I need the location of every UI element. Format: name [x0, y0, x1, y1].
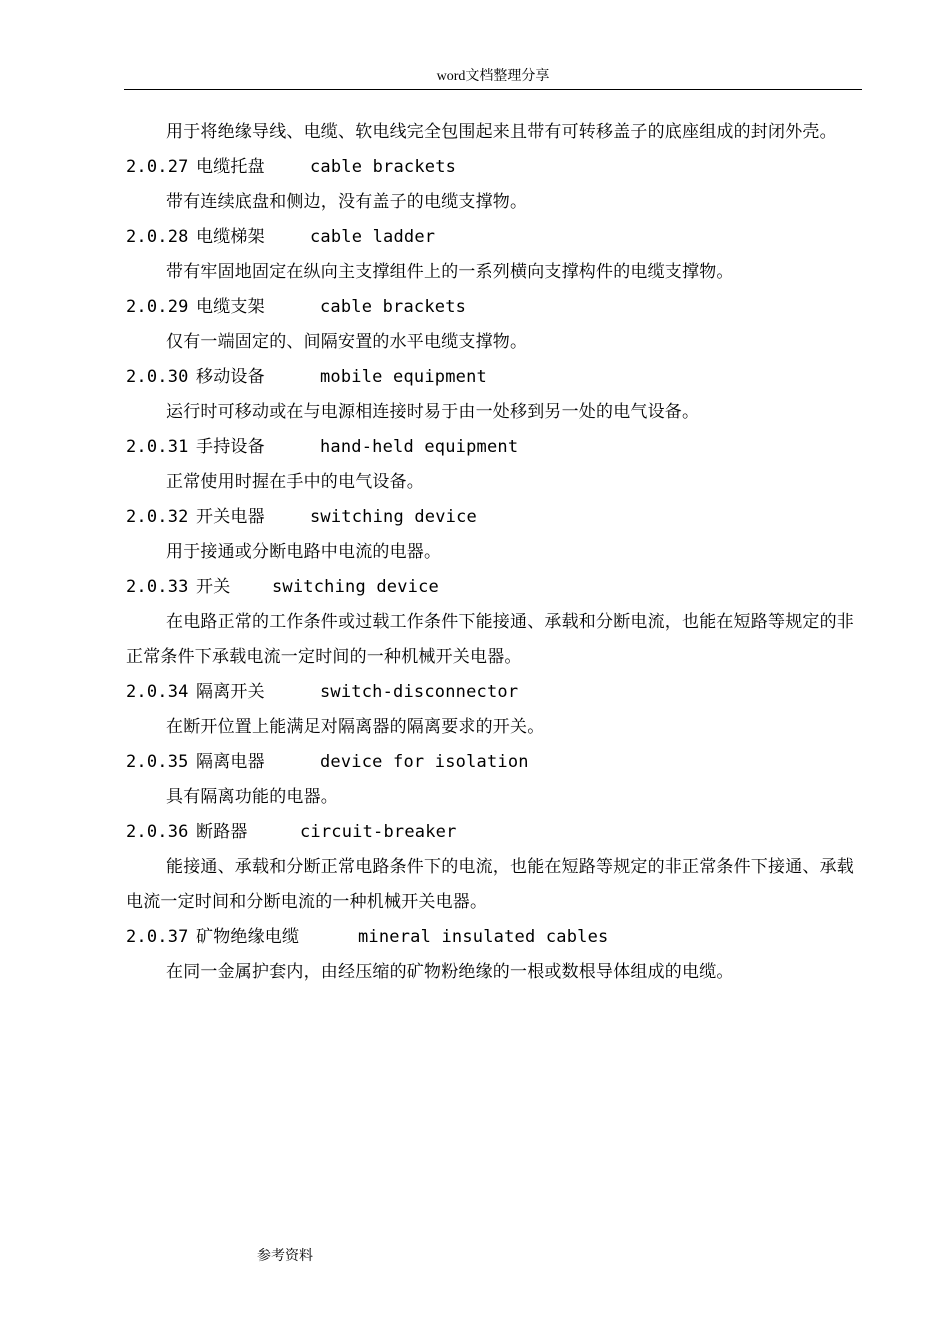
term-heading [126, 220, 862, 255]
term-number: 2.0.29 [126, 297, 189, 317]
term-definition: 具有隔离功能的电器。 [166, 787, 338, 807]
term-english: cable brackets [310, 157, 457, 177]
term-definition: 带有牢固地固定在纵向主支撑组件上的一系列横向支撑构件的电缆支撑物。 [166, 262, 734, 282]
term-chinese: 开关电器 [196, 507, 265, 527]
term-entry [126, 150, 862, 220]
term-entry [126, 815, 862, 920]
term-entry [126, 430, 862, 500]
term-heading [126, 150, 862, 185]
term-number: 2.0.34 [126, 682, 189, 702]
term-heading [126, 360, 862, 395]
term-english: cable ladder [310, 227, 436, 247]
term-english: switching device [310, 507, 477, 527]
term-heading [126, 815, 862, 850]
term-heading [126, 745, 862, 780]
term-number: 2.0.28 [126, 227, 189, 247]
term-english: device for isolation [320, 752, 529, 772]
document-body [126, 115, 862, 990]
term-definition: 在电路正常的工作条件或过载工作条件下能接通、承载和分断电流，也能在短路等规定的非正常条件下承载电流一定时间的一种机械开关电器。 [126, 612, 854, 667]
term-definition: 能接通、承载和分断正常电路条件下的电流，也能在短路等规定的非正常条件下接通、承载电流一定时间和分断电流的一种机械开关电器。 [126, 857, 854, 912]
term-heading [126, 500, 862, 535]
term-entry [126, 220, 862, 290]
term-definition: 运行时可移动或在与电源相连接时易于由一处移到另一处的电气设备。 [166, 402, 700, 422]
term-chinese: 断路器 [196, 822, 248, 842]
term-definition: 正常使用时握在手中的电气设备。 [166, 472, 424, 492]
term-chinese: 电缆托盘 [196, 157, 265, 177]
term-english: switching device [272, 577, 439, 597]
term-entry [126, 360, 862, 430]
term-heading [126, 920, 862, 955]
term-heading [126, 290, 862, 325]
term-chinese: 手持设备 [196, 437, 265, 457]
term-english: circuit-breaker [300, 822, 457, 842]
term-entry [126, 745, 862, 815]
term-english: mobile equipment [320, 367, 487, 387]
term-chinese: 矿物绝缘电缆 [196, 927, 300, 947]
term-number: 2.0.33 [126, 577, 189, 597]
page-footer [257, 1249, 313, 1265]
term-definition: 在同一金属护套内，由经压缩的矿物粉绝缘的一根或数根导体组成的电缆。 [166, 962, 734, 982]
term-definition: 用于接通或分断电路中电流的电器。 [166, 542, 442, 562]
term-chinese: 电缆梯架 [196, 227, 265, 247]
term-entry [126, 920, 862, 990]
term-english: switch-disconnector [320, 682, 519, 702]
term-heading [126, 430, 862, 465]
term-chinese: 移动设备 [196, 367, 265, 387]
footer-text: 参考资料 [257, 1249, 313, 1264]
term-number: 2.0.30 [126, 367, 189, 387]
term-number: 2.0.37 [126, 927, 189, 947]
header-text: word文档整理分享 [436, 69, 550, 84]
term-number: 2.0.35 [126, 752, 189, 772]
term-entry [126, 290, 862, 360]
term-chinese: 隔离开关 [196, 682, 265, 702]
term-chinese: 隔离电器 [196, 752, 265, 772]
term-chinese: 电缆支架 [196, 297, 265, 317]
term-number: 2.0.31 [126, 437, 189, 457]
page-header [124, 69, 862, 90]
term-heading [126, 570, 862, 605]
term-entry [126, 570, 862, 675]
intro-paragraph: 用于将绝缘导线、电缆、软电线完全包围起来且带有可转移盖子的底座组成的封闭外壳。 [166, 122, 837, 142]
term-number: 2.0.27 [126, 157, 189, 177]
term-definition: 在断开位置上能满足对隔离器的隔离要求的开关。 [166, 717, 545, 737]
term-english: cable brackets [320, 297, 467, 317]
term-definition: 带有连续底盘和侧边，没有盖子的电缆支撑物。 [166, 192, 528, 212]
term-english: hand-held equipment [320, 437, 519, 457]
term-english: mineral insulated cables [358, 927, 609, 947]
term-chinese: 开关 [196, 577, 231, 597]
term-number: 2.0.36 [126, 822, 189, 842]
term-definition: 仅有一端固定的、间隔安置的水平电缆支撑物。 [166, 332, 528, 352]
term-entry [126, 675, 862, 745]
term-entry [126, 500, 862, 570]
term-number: 2.0.32 [126, 507, 189, 527]
term-heading [126, 675, 862, 710]
